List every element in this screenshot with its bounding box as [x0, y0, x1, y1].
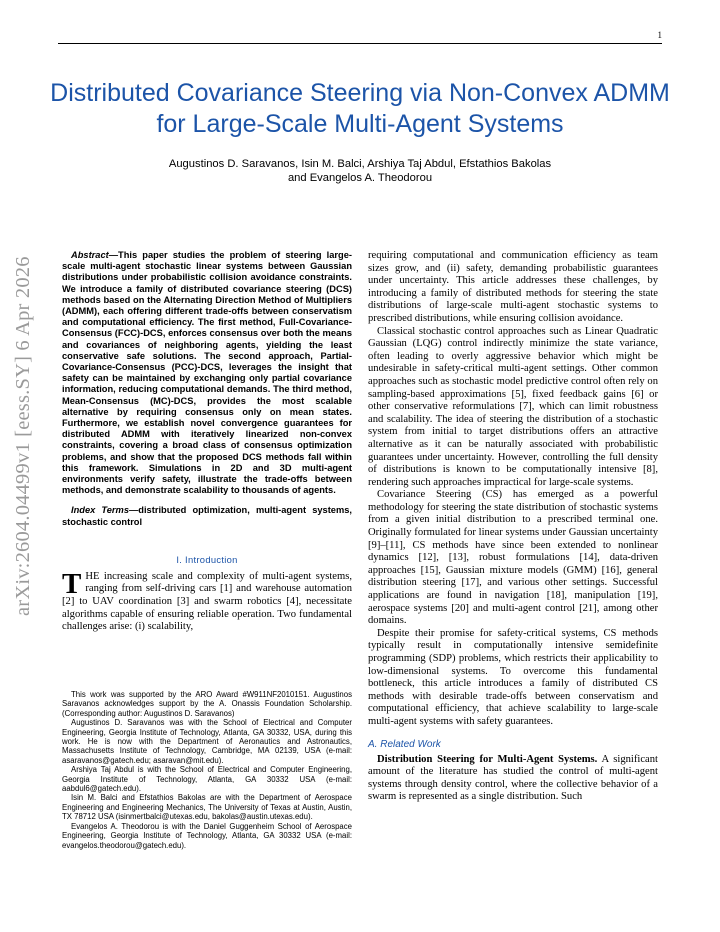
runin-heading: Distribution Steering for Multi-Agent Systems.: [377, 753, 598, 765]
index-terms-label: Index Terms—: [71, 505, 139, 516]
paragraph-contribution: Despite their promise for safety-critical systems, CS methods typically result in computationally intensive semidefinite programming (SDP) problems, which restricts their applicability to low-dimensional systems. To overcome this fundamental bottleneck, this article introduces a family of distributed CS methods with desirable trade-offs between conservatism and computational efficiency, that achieve scalability to large-scale multi-agent systems with safety guarantees.: [368, 627, 658, 727]
footnote-funding: This work was supported by the ARO Award #W911NF2010151. Augustinos Saravanos acknowledges support by the A. Onassis Foundation Scholarship. (Corresponding author: Augustinos D. Saravanos): [62, 690, 352, 718]
section-heading-introduction: I. Introduction: [176, 553, 238, 565]
footnote-theodorou: Evangelos A. Theodorou is with the Daniel Guggenheim School of Aerospace Engineering, Georgia Institute of Technology, Atlanta, GA 30332 USA (e-mail: evangelos.theodorou@gatech.edu).: [62, 821, 352, 850]
related-work-text: A significant amount of the literature has studied the control of multi-agent systems through density control, where the collective behavior of a swarm is represented as a single distribution. Such: [368, 753, 658, 803]
left-column: [62, 250, 352, 634]
abstract-text: This paper studies the problem of steering large-scale multi-agent stochastic linear systems between Gaussian distributions under probabilistic collision avoidance constraints. We introduce a family of distributed covariance steering (DCS) methods based on the Alternating Direction Method of Multipliers (ADMM), each offering different trade-offs between conservatism and computational efficiency. The first method, Full-Covariance-Consensus (FCC)-DCS, enforces consensus over both the means and covariances of neighboring agents, yielding the least conservative safe solutions. The second approach, Partial-Covariance-Consensus (PCC)-DCS, leverages the insight that safety can be maintained by exchanging only partial covariance information, reducing computational demands. The third method, Mean-Consensus (MC)-DCS, provides the most scalable alternative by requiring consensus only on mean states. Furthermore, we establish novel convergence guarantees for distributed ADMM with iteratively linearized non-convex constraints, covering a broad class of consensus optimization problems, and show that the proposed DCS methods fall within this framework. Simulations in 2D and 3D multi-agent environments verify safety, illustrate the trade-offs between methods, and demonstrate scalability to thousands of agents.: [62, 250, 352, 496]
paragraph-related-work: [368, 754, 658, 804]
index-terms: [62, 505, 352, 527]
paragraph-classical-control: Classical stochastic control approaches such as Linear Quadratic Gaussian (LQG) control indirectly minimize the state variance, often leading to overly aggressive behavior which might be undesirable in safety-critical multi-agent settings. Other common approaches such as stochastic model predictive control often rely on sampling-based approximations [5], fixed feedback gains [6] or other conservative reformulations [7], which can limit robustness and scalability. The idea of steering the distribution of a stochastic system from initial to target distributions offers an attractive alternative as it can be naturally associated with probabilistic guarantees under uncertainty. However, controlling the full density of distributions is known to be computationally intensive [8], rendering such approaches impractical for large-scale systems.: [368, 325, 658, 488]
subsection-heading-related-work: A. Related Work: [368, 738, 441, 750]
authors-line-2: and Evangelos A. Theodorou: [287, 172, 433, 184]
index-terms-text: distributed optimization, multi-agent systems, stochastic control: [62, 505, 352, 527]
authors-line-1: Augustinos D. Saravanos, Isin M. Balci, Arshiya Taj Abdul, Efstathios Bakolas: [168, 158, 552, 170]
intro-paragraph: [62, 567, 352, 634]
arxiv-identifier: arXiv:2604.04499v1 [eess.SY] 6 Apr 2026: [12, 256, 34, 616]
footnote-balci-bakolas: Isin M. Balci and Efstathios Bakolas are with the Department of Aerospace Engineering and Engineering Mechanics, The University of Texas at Austin, Austin, TX 78712 USA (isinmertbalci@utexas.edu, bakolas@austin.utexas.edu).: [62, 793, 352, 822]
page-number: 1: [657, 30, 662, 40]
abstract: [62, 250, 352, 496]
paper-title: Distributed Covariance Steering via Non-Convex ADMM for Large-Scale Multi-Agent Systems: [50, 79, 670, 138]
paragraph-continued: requiring computational and communication efficiency as team sizes grow, and (ii) safety, demanding probabilistic guarantees under uncertainty. This article addresses these challenges, by introducing a family of distributed methods for steering the state distributions of large-scale multi-agent stochastic systems to prescribed distributions, while ensuring collision avoidance.: [368, 250, 658, 324]
author-list: [60, 157, 660, 185]
abstract-label: Abstract—: [71, 250, 119, 260]
footnotes: [62, 690, 352, 850]
right-column: [368, 250, 658, 804]
drop-cap: T: [62, 567, 82, 600]
paragraph-covariance-steering: Covariance Steering (CS) has emerged as a powerful methodology for steering the state distribution of stochastic systems from a given initial distribution to a prescribed terminal one. Originally formulated for linear systems under Gaussian uncertainty [9]–[11], CS methods have since been extended to nonlinear dynamics [12], [13], robust formulations [14], data-driven approaches [15], Gaussian mixture models (GMM) [16], general distribution steering [17], and various other settings. Successful applications are found in navigation [18], manipulation [19], aerospace systems [20] and multi-agent control [21], among other domains.: [368, 489, 658, 627]
intro-text: HE increasing scale and complexity of multi-agent systems, ranging from self-driving cars [1] and warehouse automation [2] to UAV coordination [3] and swarm robotics [4], necessitate algorithms capable of ensuring reliable operation. Two fundamental challenges arise: (i) scalability,: [62, 570, 352, 633]
footnote-saravanos: Augustinos D. Saravanos was with the School of Electrical and Computer Engineering, Georgia Institute of Technology, Atlanta, GA 30332, USA, during this work. He is now with the Department of Aeronautics and Astronautics, Massachusetts Institute of Technology, Cambridge, MA 02139, USA (e-mail: asaravanos@gatech.edu; asaravan@mit.edu).: [62, 718, 352, 765]
footnote-abdul: Arshiya Taj Abdul is with the School of Electrical and Computer Engineering, Georgia Institute of Technology, Atlanta, GA 30332 USA (e-mail: aabdul6@gatech.edu).: [62, 765, 352, 794]
header-rule: [58, 43, 662, 44]
